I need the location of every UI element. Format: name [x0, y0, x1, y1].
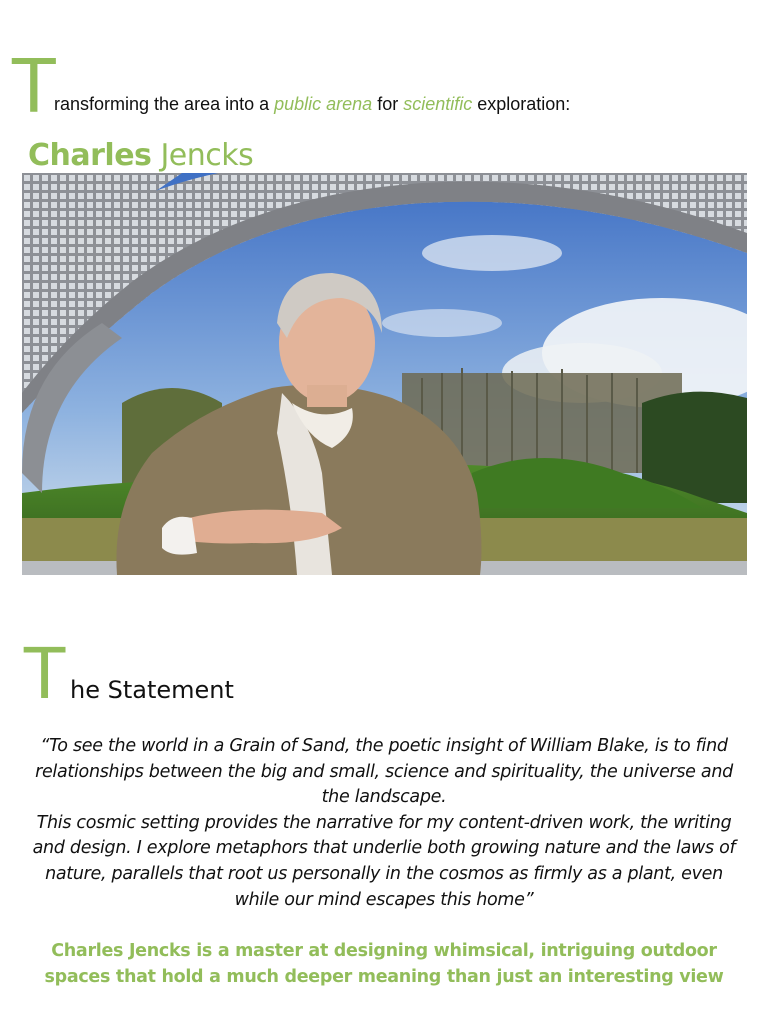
- quote-paragraph: “To see the world in a Grain of Sand, the poetic insight of William Blake, is to find relationships between the big and small, science and spirituality, the universe and the landscape.: [35, 736, 733, 808]
- heading-text-part: exploration:: [472, 94, 571, 114]
- person-name-title: [28, 138, 253, 173]
- drop-cap-letter: T: [22, 631, 68, 714]
- heading-text-part: for: [372, 94, 404, 114]
- statement-quote: [30, 734, 738, 913]
- summary-text: Charles Jencks is a master at designing whimsical, intriguing outdoor spaces that hold a much deeper meaning than just an interesting view: [44, 941, 724, 987]
- section-heading-statement: [22, 631, 422, 714]
- accent-public-arena: public arena: [274, 94, 373, 114]
- heading-text: [54, 94, 570, 115]
- heading-text: he Statement: [70, 676, 234, 704]
- drop-cap-letter: T: [10, 41, 58, 129]
- portrait-photo: [22, 173, 747, 575]
- name-first: Charles: [28, 138, 152, 173]
- portrait-photo-icon: [22, 173, 747, 575]
- accent-scientific: scientific: [403, 94, 473, 114]
- heading-text-part: ransforming the area into a: [54, 94, 275, 114]
- name-last: Jencks: [151, 138, 254, 173]
- quote-paragraph: This cosmic setting provides the narrative for my content-driven work, the writing and design. I explore metaphors that underlie both growing nature and the laws of nature, parallels that root us personally in the cosmos as firmly as a plant, even while our mind escapes this home”: [32, 812, 736, 910]
